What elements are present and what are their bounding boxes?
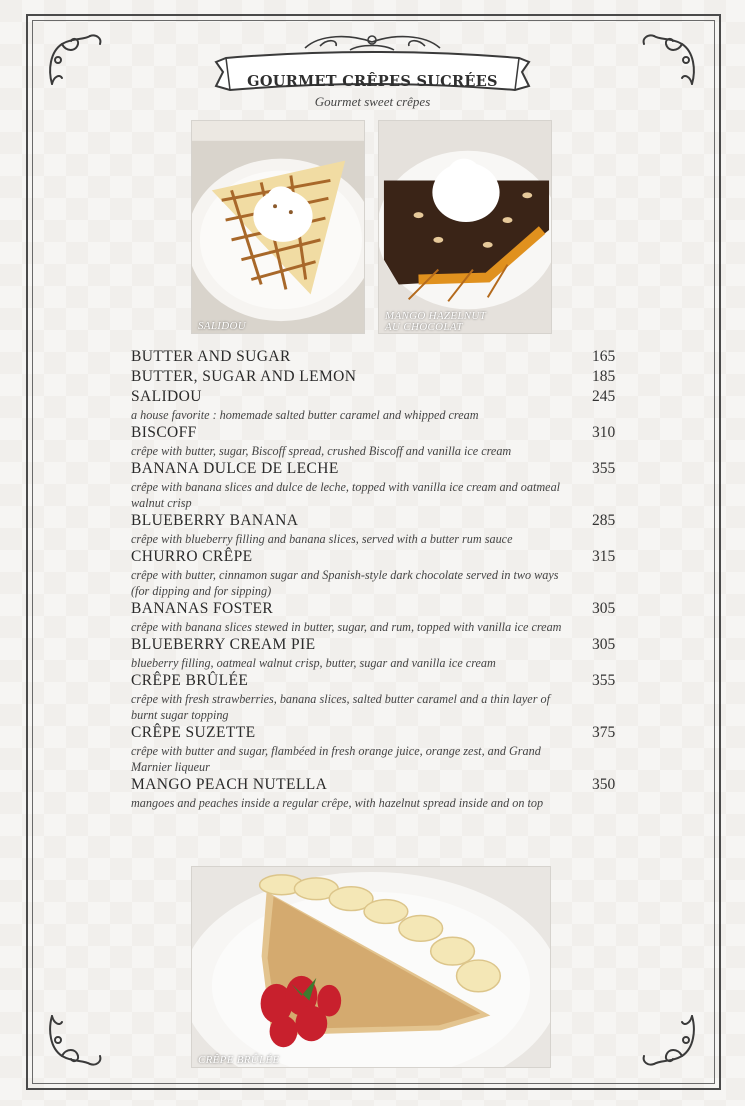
menu-item-name: BLUEBERRY CREAM PIE <box>131 636 316 653</box>
page-subtitle: Gourmet sweet crêpes <box>314 94 431 109</box>
menu-item-price: 310 <box>592 424 616 441</box>
menu-item-price: 355 <box>592 672 616 689</box>
menu-item-name: BLUEBERRY BANANA <box>131 512 299 529</box>
salidou-photo <box>191 120 365 334</box>
menu-item-description: crêpe with butter and sugar, flambéed in fresh orange juice, orange zest, and Grand Marnier liqueur <box>131 744 541 774</box>
menu-item-name: BISCOFF <box>131 424 197 441</box>
menu-item-name: BUTTER, SUGAR AND LEMON <box>131 368 357 385</box>
menu-item-name: BANANA DULCE DE LECHE <box>131 460 339 477</box>
menu-item <box>131 635 621 671</box>
corner-flourish-icon <box>44 30 106 92</box>
corner-flourish-icon <box>638 30 700 92</box>
photo-caption: SALIDOU <box>198 320 246 332</box>
photo-caption: MANGO HAZELNUT <box>385 310 487 322</box>
menu-list <box>131 347 621 811</box>
menu-item <box>131 671 621 723</box>
photo-caption: CRÊPE BRÛLÉE <box>198 1054 280 1066</box>
menu-item <box>131 387 621 423</box>
menu-item-name: CRÊPE SUZETTE <box>131 724 256 741</box>
menu-item-description: blueberry filling, oatmeal walnut crisp, butter, sugar and vanilla ice cream <box>131 656 496 670</box>
menu-item-description: a house favorite : homemade salted butter caramel and whipped cream <box>131 408 479 422</box>
menu-item-price: 375 <box>592 724 616 741</box>
menu-item-price: 245 <box>592 388 616 405</box>
menu-item-price: 305 <box>592 636 616 653</box>
corner-flourish-icon <box>44 1008 106 1070</box>
menu-item <box>131 599 621 635</box>
menu-item-description: crêpe with banana slices stewed in butter, sugar, and rum, topped with vanilla ice cream <box>131 620 562 634</box>
photo-caption: AU CHOCOLAT <box>385 321 463 333</box>
menu-item <box>131 459 621 511</box>
menu-item <box>131 775 621 811</box>
menu-item-price: 285 <box>592 512 616 529</box>
title-banner <box>210 28 535 100</box>
menu-item-name: CRÊPE BRÛLÉE <box>131 672 249 689</box>
mango-hazelnut-photo <box>378 120 552 334</box>
menu-item <box>131 547 621 599</box>
menu-item-price: 305 <box>592 600 616 617</box>
menu-item-name: CHURRO CRÊPE <box>131 548 253 565</box>
menu-item-name: MANGO PEACH NUTELLA <box>131 776 328 793</box>
menu-item <box>131 511 621 547</box>
menu-item <box>131 367 621 387</box>
menu-item-price: 350 <box>592 776 616 793</box>
menu-item-description: mangoes and peaches inside a regular crêpe, with hazelnut spread inside and on top <box>131 796 544 810</box>
corner-flourish-icon <box>638 1008 700 1070</box>
crepe-brulee-photo <box>191 866 551 1068</box>
menu-item-name: SALIDOU <box>131 388 202 405</box>
menu-item-price: 355 <box>592 460 616 477</box>
menu-item-price: 185 <box>592 368 616 385</box>
menu-item-name: BUTTER AND SUGAR <box>131 348 291 365</box>
menu-item-price: 315 <box>592 548 616 565</box>
menu-item-description: crêpe with butter, sugar, Biscoff spread, crushed Biscoff and vanilla ice cream <box>131 444 512 458</box>
menu-item-description: crêpe with butter, cinnamon sugar and Spanish-style dark chocolate served in two ways (for dipping and for sipping) <box>131 568 559 598</box>
menu-item <box>131 723 621 775</box>
menu-item-description: crêpe with banana slices and dulce de leche, topped with vanilla ice cream and oatmeal walnut crisp <box>131 480 561 510</box>
menu-item <box>131 347 621 367</box>
menu-item <box>131 423 621 459</box>
menu-item-price: 165 <box>592 348 616 365</box>
page-title: GOURMET CRÊPES SUCRÉES <box>247 73 498 90</box>
menu-item-name: BANANAS FOSTER <box>131 600 274 617</box>
menu-item-description: crêpe with blueberry filling and banana slices, served with a butter rum sauce <box>131 532 513 546</box>
menu-item-description: crêpe with fresh strawberries, banana slices, salted butter caramel and a thin layer of burnt sugar topping <box>131 692 550 722</box>
